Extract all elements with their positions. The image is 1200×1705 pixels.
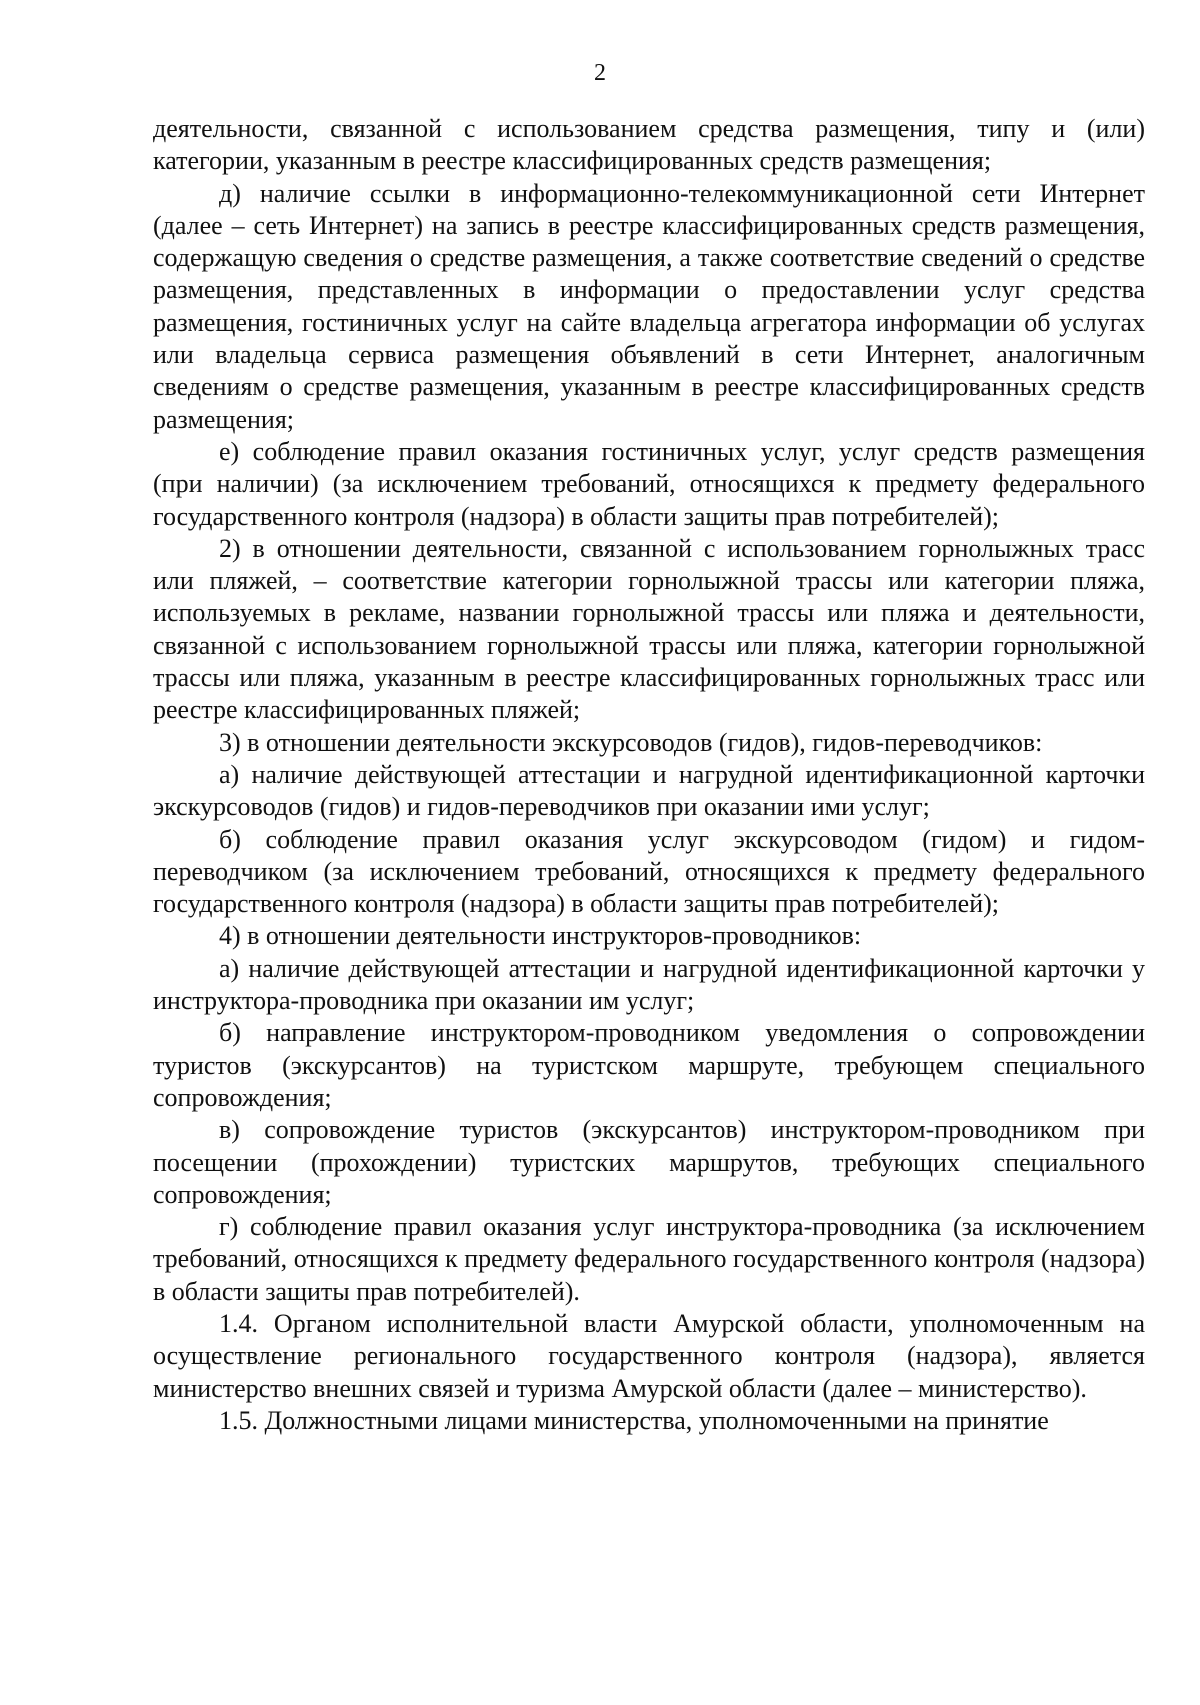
paragraph-item-e: е) соблюдение правил оказания гостиничных услуг, услуг средств размещения (при наличии) (за исключением требований, относящихся к предмету федерального государственного контроля (надзора) в области защиты прав потребителей);	[153, 436, 1145, 531]
paragraph-item-3: 3) в отношении деятельности экскурсоводов (гидов), гидов-переводчиков:	[219, 727, 1043, 757]
paragraph-item-4: 4) в отношении деятельности инструкторов-проводников:	[219, 921, 862, 951]
paragraph-item-3a: а) наличие действующей аттестации и нагрудной идентификационной карточки экскурсоводов (гидов) и гидов-переводчиков при оказании ими услуг;	[153, 759, 1145, 822]
paragraph-continuation: деятельности, связанной с использованием средства размещения, типу и (или) категории, указанным в реестре классифицированных средств размещения;	[153, 114, 1145, 176]
paragraph-item-4a: а) наличие действующей аттестации и нагрудной идентификационной карточки у инструктора-проводника при оказании им услуг;	[153, 953, 1145, 1016]
page-number: 2	[594, 60, 606, 86]
document-body	[153, 113, 1145, 1437]
paragraph-item-4g: г) соблюдение правил оказания услуг инструктора-проводника (за исключением требований, относящихся к предмету федерального государственного контроля (надзора) в области защиты прав потребителей).	[153, 1212, 1145, 1306]
paragraph-item-4v: в) сопровождение туристов (экскурсантов) инструктором-проводником при посещении (прохождении) туристских маршрутов, требующих специального сопровождения;	[153, 1115, 1145, 1209]
paragraph-item-4b: б) направление инструктором-проводником уведомления о сопровождении туристов (экскурсантов) на туристском маршруте, требующем специального сопровождения;	[153, 1018, 1145, 1112]
paragraph-item-d: д) наличие ссылки в информационно-телекоммуникационной сети Интернет (далее – сеть Интернет) на запись в реестре классифицированных средств размещения, содержащую сведения о средстве размещения, а также соответствие сведений о средстве размещения, представленных в информации о предоставлении услуг средства размещения, гостиничных услуг на сайте владельца агрегатора информации об услугах или владельца сервиса размещения объявлений в сети Интернет, аналогичным сведениям о средстве размещения, указанным в реестре классифицированных средств размещения;	[153, 178, 1145, 434]
paragraph-section-1-4: 1.4. Органом исполнительной власти Амурской области, уполномоченным на осуществление регионального государственного контроля (надзора), является министерство внешних связей и туризма Амурской области (далее – министерство).	[153, 1308, 1145, 1403]
paragraph-item-2: 2) в отношении деятельности, связанной с использованием горнолыжных трасс или пляжей, – соответствие категории горнолыжной трассы или категории пляжа, используемых в рекламе, названии горнолыжной трассы или пляжа и деятельности, связанной с использованием горнолыжной трассы или пляжа, категории горнолыжной трассы или пляжа, указанным в реестре классифицированных горнолыжных трасс или реестре классифицированных пляжей;	[153, 533, 1145, 725]
paragraph-item-3b: б) соблюдение правил оказания услуг экскурсоводом (гидом) и гидом-переводчиком (за исключением требований, относящихся к предмету федерального государственного контроля (надзора) в области защиты прав потребителей);	[153, 824, 1145, 919]
paragraph-section-1-5: 1.5. Должностными лицами министерства, уполномоченными на принятие	[219, 1405, 1049, 1435]
